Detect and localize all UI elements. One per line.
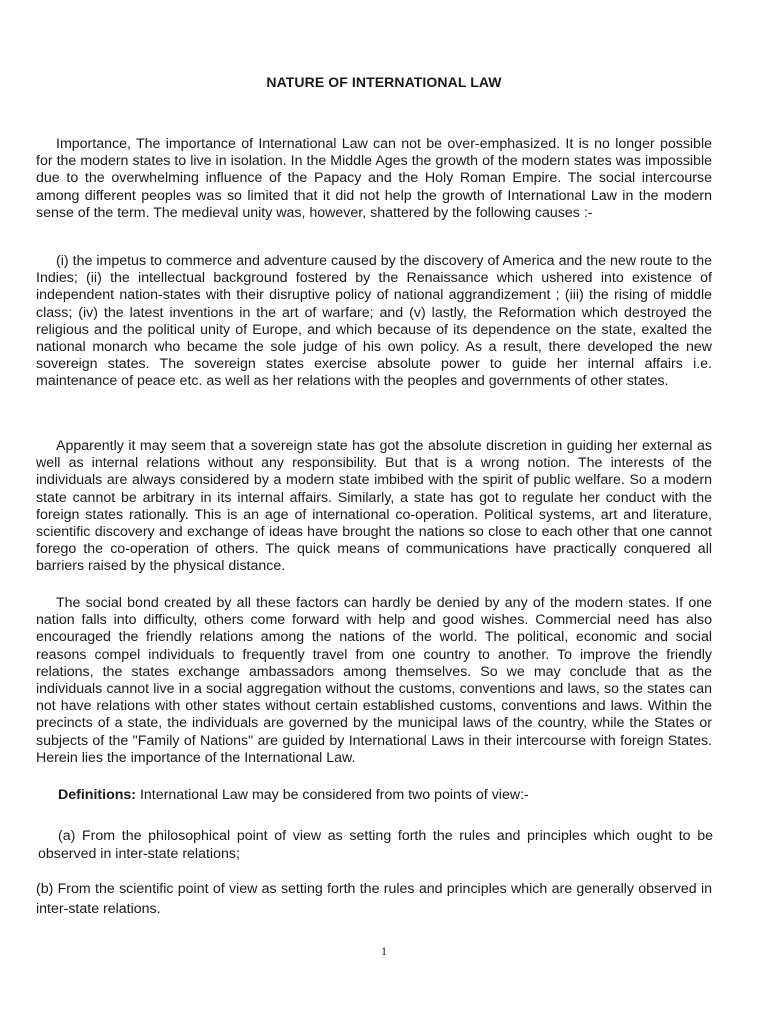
document-title: NATURE OF INTERNATIONAL LAW bbox=[266, 74, 502, 90]
page-number: 1 bbox=[381, 944, 387, 958]
definition-b: (b) From the scientific point of view as setting forth the rules and principles which are generally observed in inter-state relations. bbox=[36, 881, 712, 917]
paragraph-importance: Importance, The importance of International Law can not be over-emphasized. It is no longer possible for the modern states to live in isolation. In the Middle Ages the growth of the modern states was impossible due to the overwhelming influence of the Papacy and the Holy Roman Empire. The social intercourse among different peoples was so limited that it did not help the growth of International Law in the modern sense of the term. The medieval unity was, however, shattered by the following causes :- bbox=[36, 136, 712, 221]
definitions-intro bbox=[36, 787, 712, 804]
paragraph-causes: (i) the impetus to commerce and adventure caused by the discovery of America and the new route to the Indies; (ii) the intellectual background fostered by the Renaissance which ushered into existence of independent nation-states with their disruptive policy of national aggrandizement ; (iii) the rising of middle class; (iv) the latest inventions in the art of warfare; and (v) lastly, the Reformation which destroyed the religious and the political unity of Europe, and which because of its dependence on the state, exalted the national monarch who became the sole judge of his own policy. As a result, there developed the new sovereign states. The sovereign states exercise absolute power to guide her internal affairs i.e. maintenance of peace etc. as well as her relations with the peoples and governments of other states. bbox=[36, 253, 712, 390]
paragraph-sovereignty: Apparently it may seem that a sovereign state has got the absolute discretion in guiding her external as well as internal relations without any responsibility. But that is a wrong notion. The interests of the individuals are always considered by a modern state imbibed with the spirit of public welfare. So a modern state cannot be arbitrary in its internal affairs. Similarly, a state has got to regulate her conduct with the foreign states rationally. This is an age of international co-operation. Political systems, art and literature, scientific discovery and exchange of ideas have brought the nations so close to each other that one cannot forego the co-operation of others. The quick means of communications have practically conquered all barriers raised by the physical distance. bbox=[36, 438, 712, 575]
definition-a: (a) From the philosophical point of view as setting forth the rules and principles which ought to be observed in inter-state relations; bbox=[38, 828, 713, 862]
definitions-label: Definitions: bbox=[58, 787, 137, 803]
paragraph-social-bond: The social bond created by all these factors can hardly be denied by any of the modern states. If one nation falls into difficulty, others come forward with help and good wishes. Commercial need has also encouraged the friendly relations among the nations of the world. The political, economic and social reasons compel individuals to frequently travel from one country to another. To improve the friendly relations, the states exchange ambassadors among themselves. So we may conclude that as the individuals cannot live in a social aggregation without the customs, conventions and laws, so the states can not have relations with other states without certain established customs, conventions and laws. Within the precincts of a state, the individuals are governed by the municipal laws of the country, while the States or subjects of the "Family of Nations" are guided by International Laws in their intercourse with foreign States. Herein lies the importance of the International Law. bbox=[36, 595, 712, 766]
definitions-text: International Law may be considered from two points of view:- bbox=[136, 787, 529, 803]
